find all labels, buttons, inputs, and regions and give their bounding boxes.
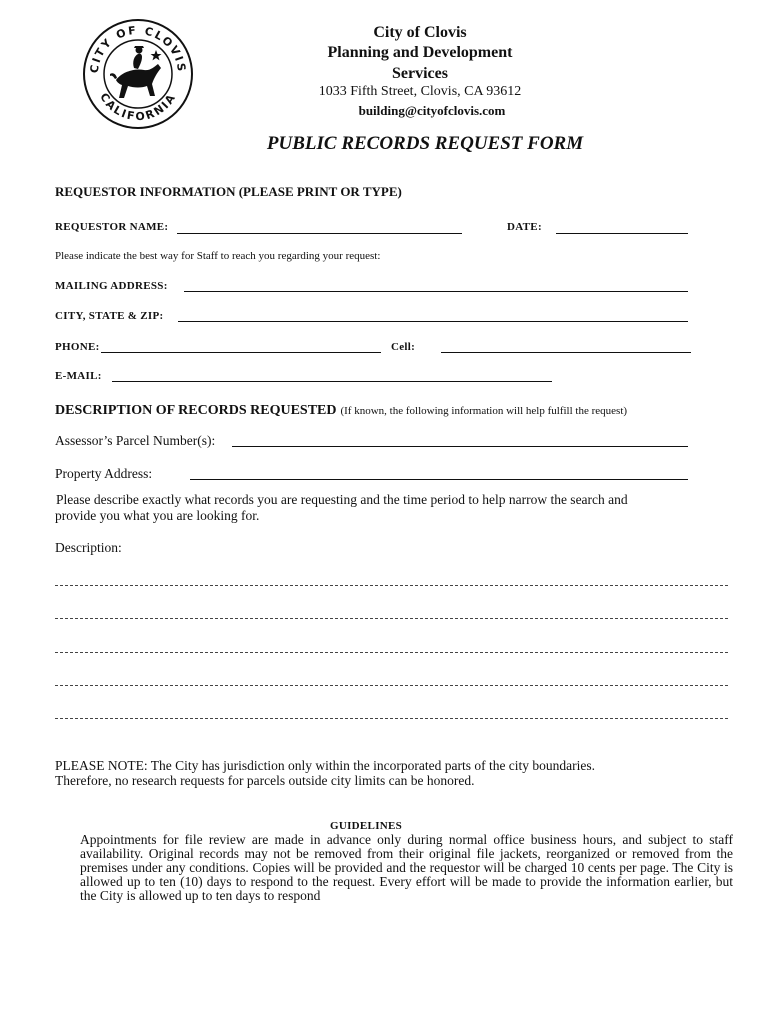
property-address-field[interactable] xyxy=(190,479,688,480)
cell-field[interactable] xyxy=(441,352,691,353)
city-name: City of Clovis xyxy=(373,24,467,41)
records-instruction-line-2: provide you what you are looking for. xyxy=(55,508,260,523)
description-line-1[interactable] xyxy=(55,585,728,586)
guidelines-title: GUIDELINES xyxy=(330,820,403,832)
requestor-name-field[interactable] xyxy=(177,233,462,234)
office-address: 1033 Fifth Street, Clovis, CA 93612 xyxy=(318,84,522,99)
department-line-2: Services xyxy=(392,65,448,82)
guidelines-text: Appointments for file review are made in advance only during normal office business hours, and subject to staff availability. Original records may not be removed from their original file jackets, reorganized or removed from the premises under any conditions. Copies will be provided and the requestor will be charged 10 cents per page. The City is allowed up to ten (10) days to respond to the request. Every effort will be made to provide the information earlier, but the City is allowed up to ten days to respond xyxy=(80,832,733,903)
city-state-zip-field[interactable] xyxy=(178,321,688,322)
phone-label: PHONE: xyxy=(55,341,100,353)
description-line-2[interactable] xyxy=(55,618,728,619)
records-section-note: (If known, the following information will help fulfill the request) xyxy=(340,405,628,417)
phone-field[interactable] xyxy=(101,352,381,353)
city-state-zip-label: CITY, STATE & ZIP: xyxy=(55,310,164,322)
please-note-line-1: PLEASE NOTE: The City has jurisdiction only within the incorporated parts of the city boundaries. xyxy=(55,758,596,773)
cell-label: Cell: xyxy=(391,341,416,353)
property-address-label: Property Address: xyxy=(55,466,153,481)
department-line-1: Planning and Development xyxy=(327,44,513,61)
requestor-section-title: REQUESTOR INFORMATION (PLEASE PRINT OR TYPE) xyxy=(55,184,402,199)
description-line-4[interactable] xyxy=(55,685,728,686)
contact-instruction: Please indicate the best way for Staff to reach you regarding your request: xyxy=(55,250,381,262)
requestor-name-label: REQUESTOR NAME: xyxy=(55,221,169,233)
form-title: PUBLIC RECORDS REQUEST FORM xyxy=(266,133,584,154)
email-label: E-MAIL: xyxy=(55,370,102,382)
date-label: DATE: xyxy=(507,221,542,233)
mailing-address-field[interactable] xyxy=(184,291,688,292)
apn-field[interactable] xyxy=(232,446,688,447)
office-email: building@cityofclovis.com xyxy=(358,103,506,118)
description-line-5[interactable] xyxy=(55,718,728,719)
records-section-title: DESCRIPTION OF RECORDS REQUESTED xyxy=(55,403,337,418)
description-label: Description: xyxy=(55,540,122,555)
mailing-address-label: MAILING ADDRESS: xyxy=(55,280,168,292)
svg-text:CALIFORNIA: CALIFORNIA xyxy=(97,90,179,124)
email-field[interactable] xyxy=(112,381,552,382)
apn-label: Assessor’s Parcel Number(s): xyxy=(55,433,216,448)
svg-text:CITY OF CLOVIS: CITY OF CLOVIS xyxy=(87,23,189,74)
date-field[interactable] xyxy=(556,233,688,234)
please-note-line-2: Therefore, no research requests for parcels outside city limits can be honored. xyxy=(55,773,475,788)
records-instruction-line-1: Please describe exactly what records you are requesting and the time period to help narrow the search and xyxy=(56,492,628,507)
city-seal-logo xyxy=(82,18,194,130)
description-line-3[interactable] xyxy=(55,652,728,653)
